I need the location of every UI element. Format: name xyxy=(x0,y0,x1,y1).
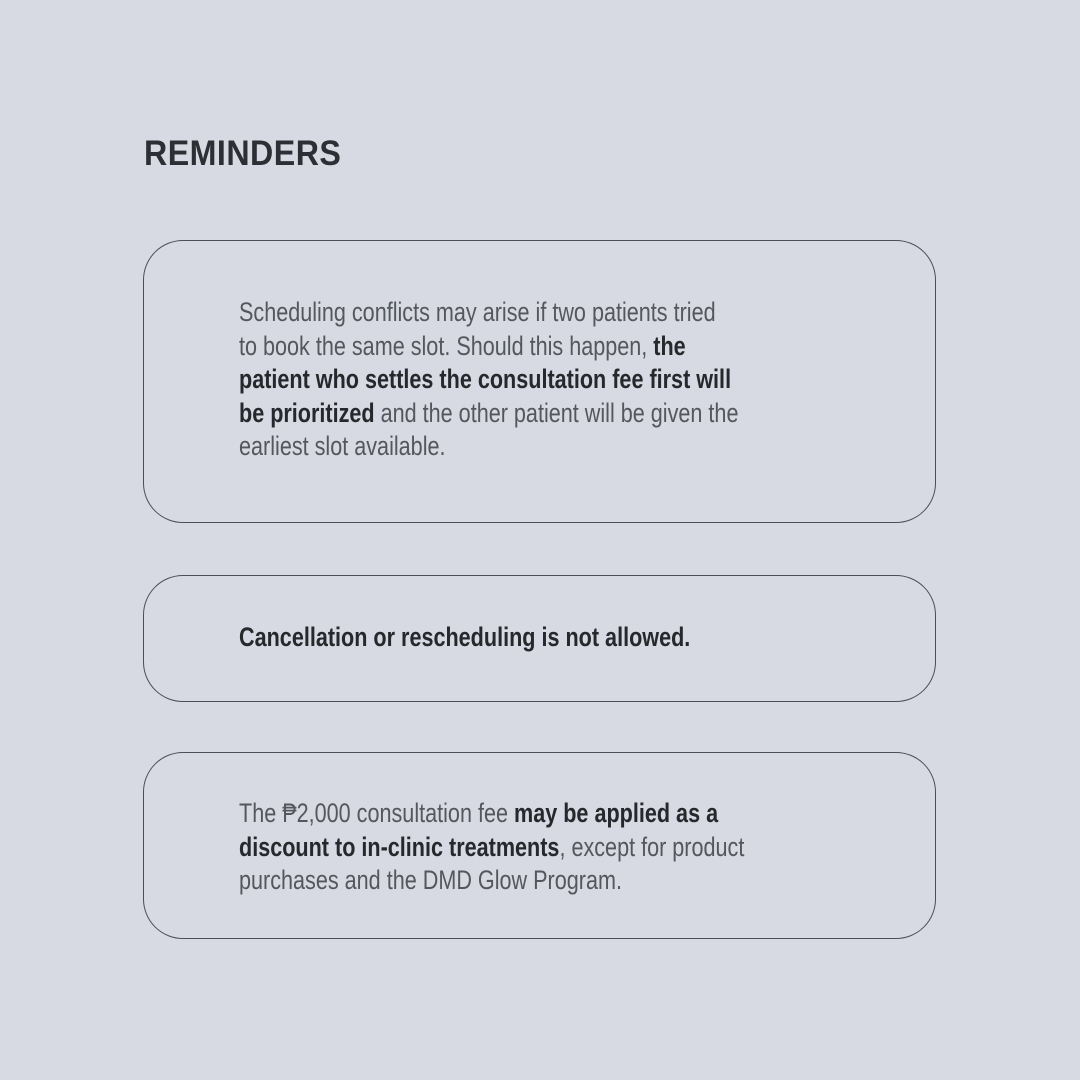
bold-text-run: discount to in-clinic treatments xyxy=(239,831,560,862)
text-line xyxy=(239,363,772,397)
text-line xyxy=(239,296,772,330)
text-run: , except for product xyxy=(559,831,745,862)
reminder-card-consultation-fee xyxy=(143,752,936,939)
text-run: to book the same slot. Should this happen, xyxy=(239,330,654,361)
text-line xyxy=(239,330,772,364)
page-title: REMINDERS xyxy=(144,134,342,173)
bold-text-run: the xyxy=(653,330,686,361)
text-run: and the other patient will be given the xyxy=(374,397,739,428)
text-line xyxy=(239,430,772,464)
text-line xyxy=(239,864,772,898)
text-line xyxy=(239,397,772,431)
bold-text-run: be prioritized xyxy=(239,397,375,428)
bold-text-run: Cancellation or rescheduling is not allowed. xyxy=(239,622,691,652)
bold-text-run: patient who settles the consultation fee first will xyxy=(239,364,732,394)
bold-text-run: may be applied as a xyxy=(514,798,719,828)
text-run: Scheduling conflicts may arise if two patients tried xyxy=(239,297,716,327)
reminder-card-text xyxy=(239,797,905,898)
reminder-card-text xyxy=(239,296,905,464)
text-run: earliest slot available. xyxy=(239,431,446,461)
reminder-card-text xyxy=(239,621,905,655)
text-run: purchases and the DMD Glow Program. xyxy=(239,865,622,895)
text-run: The ₱2,000 consultation fee xyxy=(239,798,514,828)
reminder-card-scheduling-conflict xyxy=(143,240,936,523)
text-line xyxy=(239,797,772,831)
text-line xyxy=(239,831,772,865)
reminder-card-cancellation-policy xyxy=(143,575,936,702)
text-line xyxy=(239,621,772,655)
